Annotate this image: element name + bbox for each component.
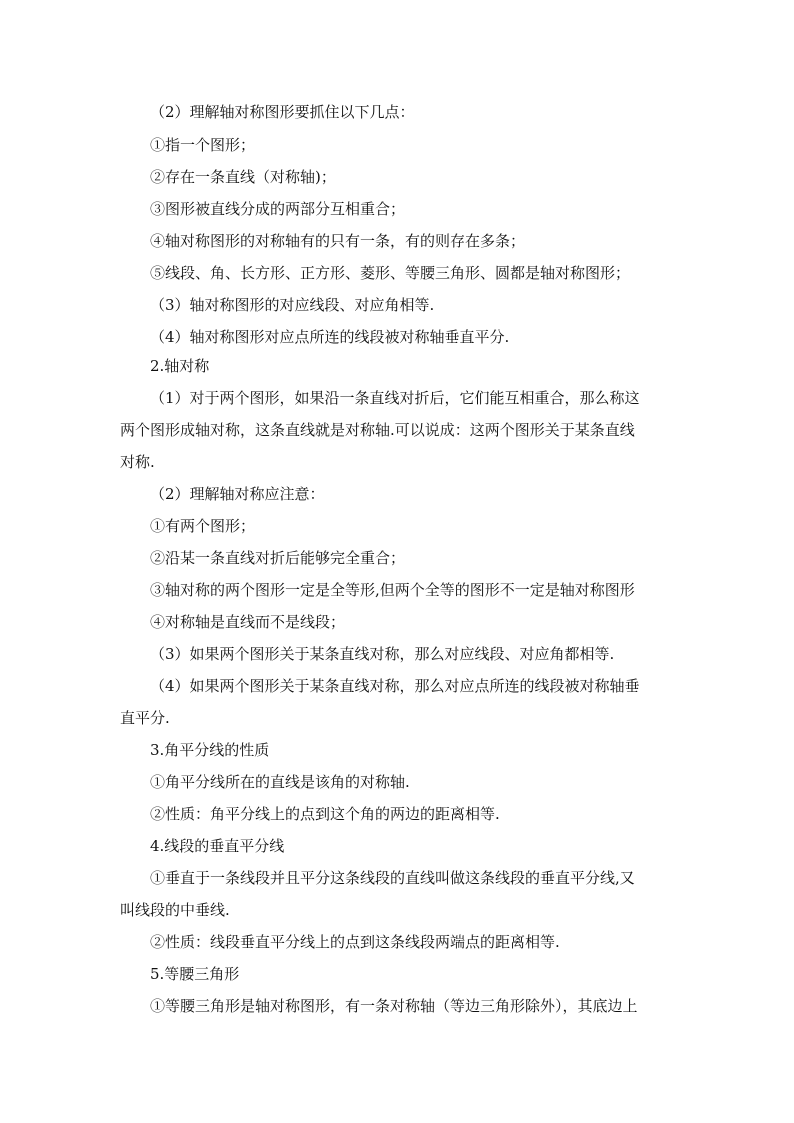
subpoint: （3）轴对称图形的对应线段、对应角相等.: [150, 296, 435, 314]
list-item: ⑤线段、角、长方形、正方形、菱形、等腰三角形、圆都是轴对称图形；: [150, 264, 631, 282]
section-heading: 4.线段的垂直平分线: [150, 837, 285, 855]
list-item: ③图形被直线分成的两部分互相重合；: [150, 200, 406, 218]
list-item: ②性质：线段垂直平分线上的点到这条线段两端点的距离相等.: [150, 933, 560, 951]
list-item: ②性质：角平分线上的点到这个角的两边的距离相等.: [150, 805, 500, 823]
paragraph-line: （1）对于两个图形，如果沿一条直线对折后，它们能互相重合，那么称这: [150, 389, 640, 407]
paragraph-line: 叫线段的中垂线.: [120, 901, 230, 919]
subpoint-heading: （2）理解轴对称图形要抓住以下几点：: [150, 103, 415, 121]
paragraph-line: 对称.: [120, 453, 155, 471]
section-heading: 2.轴对称: [150, 357, 210, 375]
section-heading: 3.角平分线的性质: [150, 741, 270, 759]
paragraph-line: ①等腰三角形是轴对称图形，有一条对称轴（等边三角形除外），其底边上: [150, 997, 638, 1015]
paragraph-line: （4）如果两个图形关于某条直线对称，那么对应点所连的线段被对称轴垂: [150, 677, 640, 695]
list-item: ②存在一条直线（对称轴)；: [150, 168, 336, 186]
list-item: ①指一个图形；: [150, 136, 256, 154]
subpoint: （4）轴对称图形对应点所连的线段被对称轴垂直平分.: [150, 328, 510, 346]
list-item: ①有两个图形；: [150, 517, 256, 535]
list-item: ④轴对称图形的对称轴有的只有一条，有的则存在多条；: [150, 232, 526, 250]
section-heading: 5.等腰三角形: [150, 965, 240, 983]
list-item: ③轴对称的两个图形一定是全等形,但两个全等的图形不一定是轴对称图形: [150, 581, 635, 599]
subpoint: （3）如果两个图形关于某条直线对称，那么对应线段、对应角都相等.: [150, 645, 615, 663]
subpoint-heading: （2）理解轴对称应注意：: [150, 485, 325, 503]
paragraph-line: ①垂直于一条线段并且平分这条线段的直线叫做这条线段的垂直平分线,又: [150, 869, 635, 887]
list-item: ①角平分线所在的直线是该角的对称轴.: [150, 773, 410, 791]
list-item: ④对称轴是直线而不是线段；: [150, 613, 346, 631]
paragraph-line: 直平分.: [120, 709, 170, 727]
paragraph-line: 两个图形成轴对称，这条直线就是对称轴.可以说成：这两个图形关于某条直线: [120, 421, 635, 439]
list-item: ②沿某一条直线对折后能够完全重合；: [150, 549, 406, 567]
